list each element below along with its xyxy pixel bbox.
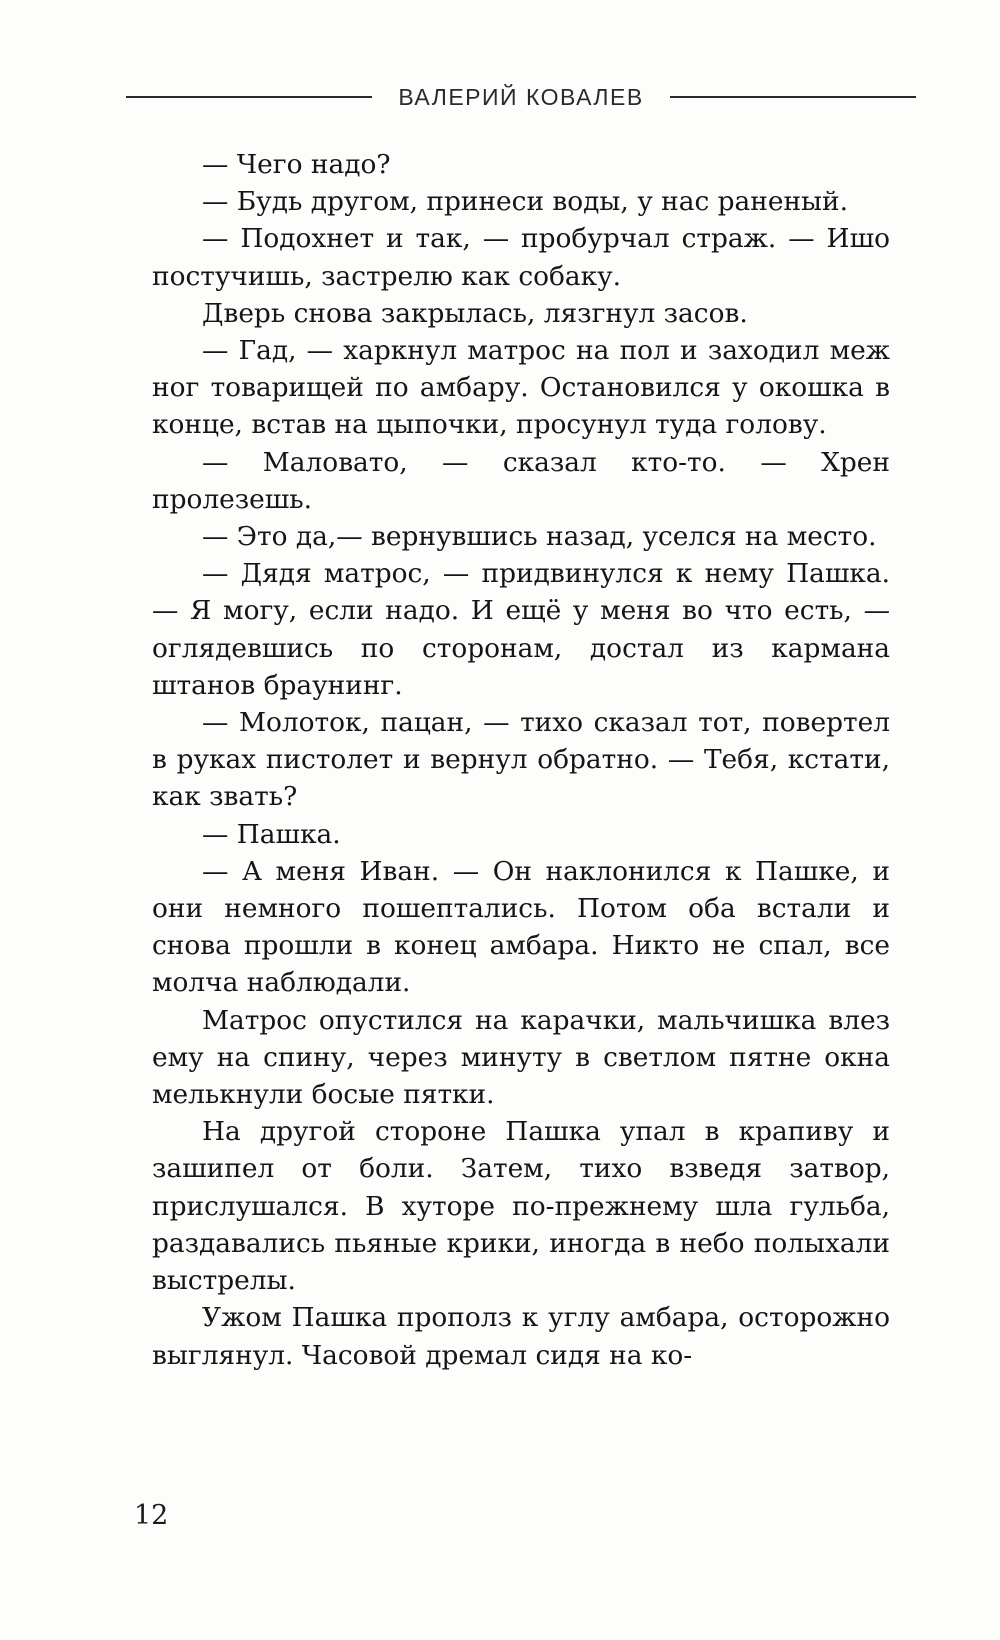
paragraph: — Гад, — харкнул матрос на пол и заходил меж ног товарищей по амбару. Остановился у окошка в конце, встав на цыпочки, просунул туда голову. [152, 335, 890, 441]
paragraph: — Маловато, — сказал кто-то. — Хрен пролезешь. [152, 446, 890, 515]
paragraph: — Это да,— вернувшись назад, уселся на место. [202, 521, 877, 553]
page-number: 12 [134, 1500, 169, 1531]
author-name: ВАЛЕРИЙ КОВАЛЕВ [398, 83, 644, 110]
paragraph: — Подохнет и так, — пробурчал страж. — Ишо постучишь, застрелю как собаку. [152, 223, 890, 292]
paragraph: — Дядя матрос, — придвинулся к нему Пашка. — Я могу, если надо. И ещё у меня во что есть, — оглядевшись по сторонам, достал из кармана штанов браунинг. [152, 558, 890, 701]
paragraph: Ужом Пашка прополз к углу амбара, осторожно выглянул. Часовой дремал сидя на ко- [152, 1302, 890, 1371]
paragraph: — Чего надо? [202, 149, 391, 180]
body-text [152, 146, 890, 1374]
left-rule [126, 96, 372, 98]
paragraph: Матрос опустился на карачки, мальчишка влез ему на спину, через минуту в светлом пятне окна мелькнули босые пятки. [152, 1004, 890, 1111]
paragraph: — Будь другом, принеси воды, у нас раненый. [202, 186, 849, 218]
paragraph: Дверь снова закрылась, лязгнул засов. [202, 297, 748, 329]
paragraph: На другой стороне Пашка упал в крапиву и зашипел от боли. Затем, тихо взведя затвор, прислушался. В хуторе по-прежнему шла гульба, раздавались пьяные крики, иногда в небо полыхали выстрелы. [152, 1116, 890, 1297]
running-head [126, 82, 916, 112]
paragraph: — Молоток, пацан, — тихо сказал тот, повертел в руках пистолет и вернул обратно. — Тебя, кстати, как звать? [152, 707, 890, 813]
right-rule [670, 96, 916, 98]
paragraph: — Пашка. [202, 818, 341, 850]
paragraph: — А меня Иван. — Он наклонился к Пашке, и они немного пошептались. Потом оба встали и снова прошли в конец амбара. Никто не спал, все молча наблюдали. [152, 855, 890, 999]
